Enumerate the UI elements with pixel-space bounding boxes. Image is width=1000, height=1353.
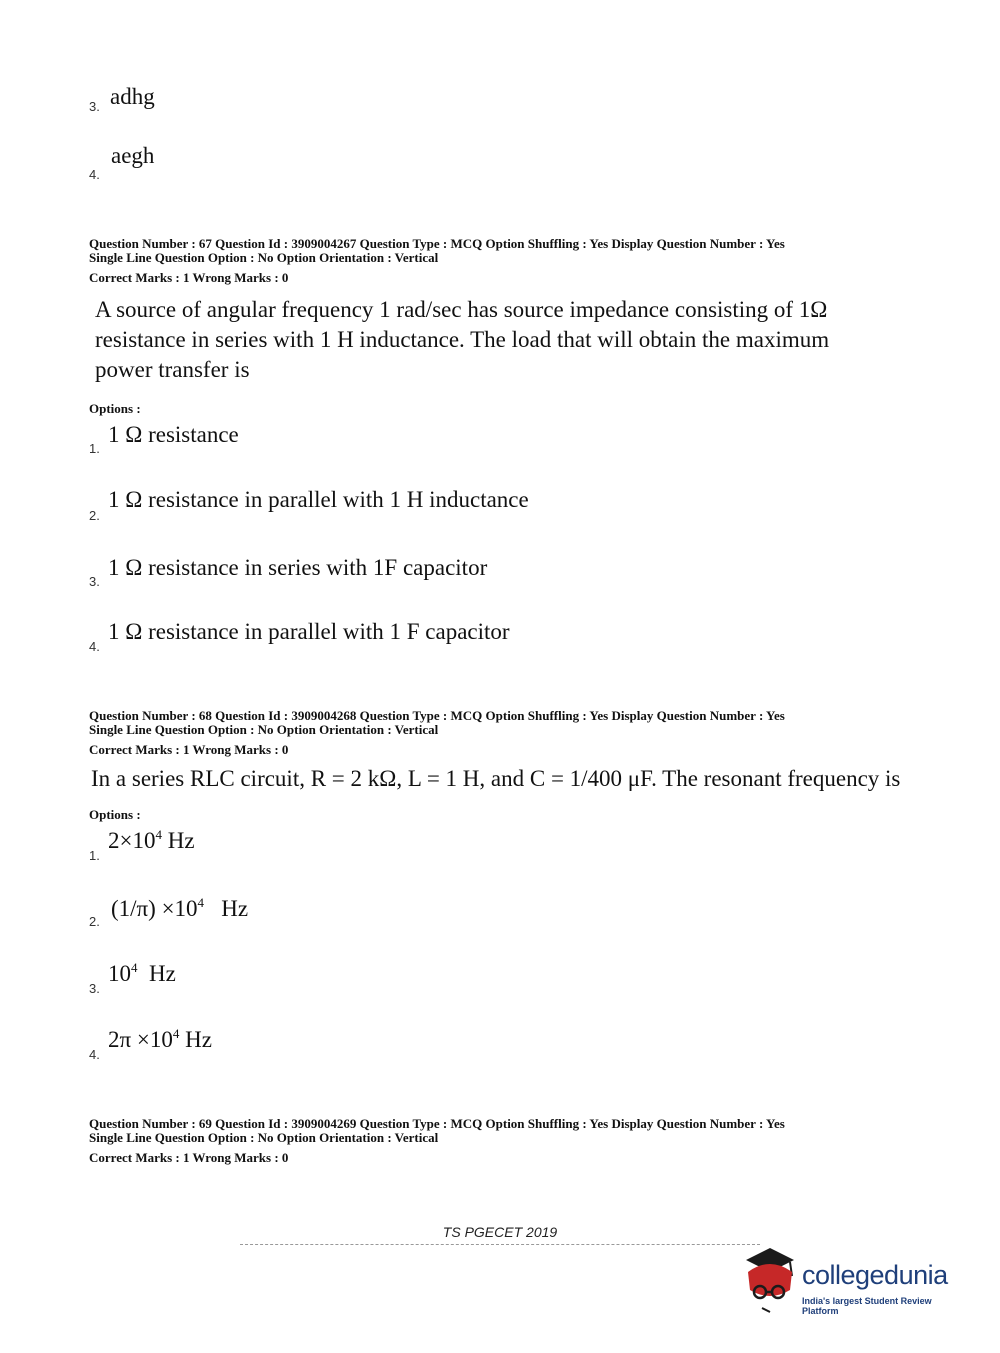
option-number: 1. (89, 848, 100, 863)
question-68-stem: In a series RLC circuit, R = 2 kΩ, L = 1 H, and C = 1/400 μF. The resonant frequency is (91, 766, 901, 791)
option-base: 2×10 (108, 828, 156, 853)
option-unit: Hz (179, 1027, 212, 1052)
question-meta-line: Question Number : 68 Question Id : 3909004268 Question Type : MCQ Option Shuffling : Yes Display Question Number : Yes (89, 708, 785, 723)
stem-line: resistance in series with 1 H inductance. The load that will obtain the maximum (95, 327, 830, 352)
logo-wordmark: collegedunia (802, 1260, 948, 1290)
option-unit: Hz (204, 896, 249, 921)
option-number: 4. (89, 1047, 100, 1062)
option-number: 2. (89, 914, 100, 929)
option-text (108, 828, 195, 854)
question-meta-line: Single Line Question Option : No Option Orientation : Vertical (89, 1130, 439, 1145)
option-text (108, 1027, 212, 1053)
stem-line: power transfer is (95, 357, 250, 382)
footer-divider (240, 1244, 760, 1245)
option-base: (1/π) ×10 (111, 896, 198, 921)
option-text: 1 Ω resistance in parallel with 1 H inductance (108, 487, 529, 512)
option-number: 3. (89, 574, 100, 589)
option-text: adhg (110, 84, 155, 109)
option-number: 4. (89, 639, 100, 654)
option-number: 3. (89, 981, 100, 996)
option-unit: Hz (137, 961, 176, 986)
option-text: 1 Ω resistance in series with 1F capacitor (108, 555, 488, 580)
question-67-stem (95, 295, 915, 385)
footer-exam-title: TS PGECET 2019 (442, 1224, 558, 1240)
question-69-meta (89, 1117, 785, 1165)
logo-tagline: India's largest Student Review Platform (802, 1296, 932, 1316)
question-marks: Correct Marks : 1 Wrong Marks : 0 (89, 1150, 289, 1165)
option-number: 2. (89, 508, 100, 523)
options-label: Options : (89, 401, 141, 416)
option-base: 10 (108, 961, 131, 986)
question-meta-line: Question Number : 69 Question Id : 3909004269 Question Type : MCQ Option Shuffling : Yes Display Question Number : Yes (89, 1116, 785, 1131)
option-number: 4. (89, 167, 100, 182)
option-exponent: 4 (155, 827, 162, 842)
option-exponent: 4 (197, 895, 205, 910)
question-marks: Correct Marks : 1 Wrong Marks : 0 (89, 270, 289, 285)
stem-line: A source of angular frequency 1 rad/sec has source impedance consisting of 1Ω (95, 297, 828, 322)
collegedunia-logo (740, 1246, 970, 1316)
question-meta-line: Single Line Question Option : No Option Orientation : Vertical (89, 722, 439, 737)
question-meta-line: Single Line Question Option : No Option Orientation : Vertical (89, 250, 439, 265)
option-exponent: 4 (131, 960, 138, 975)
option-unit: Hz (161, 828, 195, 853)
option-exponent: 4 (172, 1026, 180, 1041)
option-text (108, 961, 176, 987)
option-text: aegh (111, 143, 155, 168)
question-67-meta (89, 237, 785, 285)
question-marks: Correct Marks : 1 Wrong Marks : 0 (89, 742, 289, 757)
option-number: 1. (89, 441, 100, 456)
option-base: 2π ×10 (108, 1027, 173, 1052)
option-number: 3. (89, 99, 100, 114)
option-text (111, 896, 248, 922)
question-meta-line: Question Number : 67 Question Id : 3909004267 Question Type : MCQ Option Shuffling : Yes Display Question Number : Yes (89, 236, 785, 251)
options-label: Options : (89, 807, 141, 822)
option-text: 1 Ω resistance in parallel with 1 F capacitor (108, 619, 510, 644)
option-text: 1 Ω resistance (108, 422, 239, 447)
question-68-meta (89, 709, 785, 757)
graduate-mascot-icon (740, 1246, 802, 1316)
